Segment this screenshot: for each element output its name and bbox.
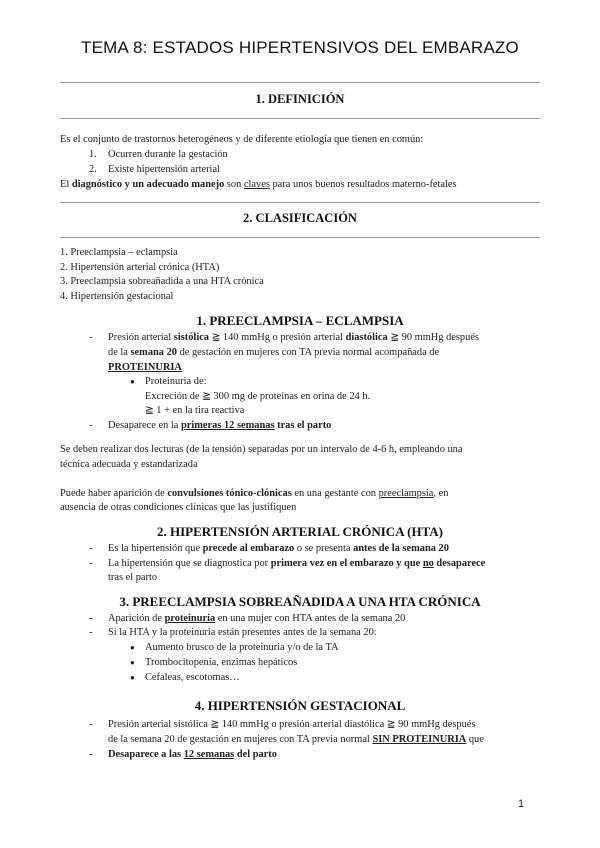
preeclampsia-criteria: Presión arterial sistólica ≧ 140 mmHg o presión arterial diastólica ≧ 90 mmHg después bbox=[108, 332, 479, 343]
dash-marker: - bbox=[89, 332, 93, 343]
bullet-marker: ● bbox=[130, 643, 135, 652]
paragraph-measurements-line2: técnica adecuada y estandarizada bbox=[60, 459, 198, 470]
proteinuria-strip: ≧ 1 + en la tira reactiva bbox=[145, 405, 245, 416]
paragraph-measurements: Se deben realizar dos lecturas (de la tensión) separadas por un intervalo de 4-6 h, empleando una bbox=[60, 444, 463, 455]
definition-closing: El diagnóstico y un adecuado manejo son claves para unos buenos resultados materno-fetales bbox=[60, 179, 457, 190]
preeclampsia-resolution: Desaparece en la primeras 12 semanas tras el parto bbox=[108, 420, 332, 431]
definition-intro: Es el conjunto de trastornos heterogéneos y de diferente etiología que tienen en común: bbox=[60, 134, 424, 145]
psa-sign: Cefaleas, escotomas… bbox=[145, 672, 240, 683]
subsection-heading-hipertension-gestacional: 4. HIPERTENSIÓN GESTACIONAL bbox=[194, 698, 406, 713]
subsection-heading-preeclampsia: 1. PREECLAMPSIA – ECLAMPSIA bbox=[196, 313, 404, 328]
hta-diagnosis-line2: tras el parto bbox=[108, 572, 158, 583]
list-item: Ocurren durante la gestación bbox=[108, 149, 228, 160]
paragraph-convulsions-line2: ausencia de otras condiciones clínicas que las justifiquen bbox=[60, 502, 297, 513]
divider bbox=[60, 82, 540, 83]
divider bbox=[60, 202, 540, 203]
divider bbox=[60, 237, 540, 238]
psa-sign: Aumento brusco de la proteinuria y/o de la TA bbox=[145, 642, 339, 653]
hta-diagnosis: La hipertensión que se diagnostica por primera vez en el embarazo y que no desaparece bbox=[108, 558, 486, 569]
psa-definition: Aparición de proteinuria en una mujer con HTA antes de la semana 20 bbox=[108, 613, 406, 624]
subsection-heading-hta: 2. HIPERTENSIÓN ARTERIAL CRÓNICA (HTA) bbox=[157, 524, 443, 539]
section-heading-clasificacion: 2. CLASIFICACIÓN bbox=[243, 211, 357, 225]
hg-criteria: Presión arterial sistólica ≧ 140 mmHg o presión arterial diastólica ≧ 90 mmHg después bbox=[108, 719, 476, 730]
proteinuria-definition: Proteinuria de: bbox=[145, 376, 207, 387]
classification-item: 4. Hipertensión gestacional bbox=[60, 291, 174, 302]
dash-marker: - bbox=[89, 719, 93, 730]
page-title: TEMA 8: ESTADOS HIPERTENSIVOS DEL EMBARAZO bbox=[81, 38, 519, 57]
dash-marker: - bbox=[89, 543, 93, 554]
dash-marker: - bbox=[89, 627, 93, 638]
classification-item: 1. Preeclampsia – eclampsia bbox=[60, 247, 178, 258]
list-number: 1. bbox=[89, 149, 97, 160]
dash-marker: - bbox=[89, 613, 93, 624]
hta-definition: Es la hipertensión que precede al embarazo o se presenta antes de la semana 20 bbox=[108, 543, 449, 554]
dash-marker: - bbox=[89, 558, 93, 569]
preeclampsia-criteria-line2: de la semana 20 de gestación en mujeres con TA previa normal acompañada de bbox=[108, 347, 440, 358]
paragraph-convulsions: Puede haber aparición de convulsiones tónico-clónicas en una gestante con preeclampsia, en bbox=[60, 488, 449, 499]
bullet-marker: ● bbox=[130, 377, 135, 386]
proteinuria-label: PROTEINURIA bbox=[108, 362, 182, 373]
section-heading-definicion: 1. DEFINICIÓN bbox=[255, 92, 345, 106]
hg-criteria-line2: de la semana 20 de gestación en mujeres con TA previa normal SIN PROTEINURIA que bbox=[108, 734, 484, 745]
subsection-heading-preeclampsia-sobreanadida: 3. PREECLAMPSIA SOBREAÑADIDA A UNA HTA CRÓNICA bbox=[119, 594, 481, 609]
bullet-marker: ● bbox=[130, 673, 135, 682]
classification-item: 3. Preeclampsia sobreañadida a una HTA crónica bbox=[60, 276, 264, 287]
proteinuria-excretion: Excreción de ≧ 300 mg de proteínas en orina de 24 h. bbox=[145, 391, 371, 402]
classification-item: 2. Hipertensión arterial crónica (HTA) bbox=[60, 262, 220, 273]
bullet-marker: ● bbox=[130, 658, 135, 667]
page-number: 1 bbox=[518, 798, 525, 810]
psa-sign: Trombocitopenia, enzimas hepáticos bbox=[145, 657, 298, 668]
list-number: 2. bbox=[89, 164, 97, 175]
list-item: Existe hipertensión arterial bbox=[108, 164, 220, 175]
dash-marker: - bbox=[89, 420, 93, 431]
divider bbox=[60, 118, 540, 119]
psa-condition: Si la HTA y la proteinuria están presentes antes de la semana 20: bbox=[108, 627, 377, 638]
dash-marker: - bbox=[89, 749, 93, 760]
hg-resolution: Desaparece a las 12 semanas del parto bbox=[108, 749, 277, 760]
